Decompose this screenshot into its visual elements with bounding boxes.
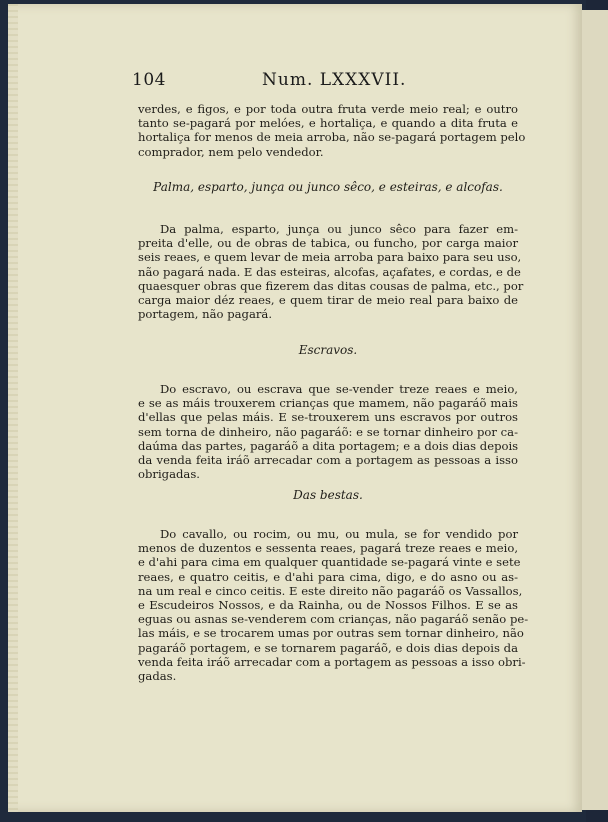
text-line: tanto se-pagará por melóes, e hortaliça, e quando a dita fruta e bbox=[138, 116, 518, 131]
text-line: menos de duzentos e sessenta reaes, pagará treze reaes e meio, bbox=[138, 541, 518, 556]
text-line: portagem, não pagará. bbox=[138, 307, 273, 322]
text-line: na um real e cinco ceitis. E este direito não pagaráõ os Vassallos, bbox=[138, 583, 523, 598]
text-line: seis reaes, e quem levar de meia arroba para baixo para seu uso, bbox=[138, 250, 522, 265]
paragraph-palma bbox=[138, 222, 524, 322]
book-page bbox=[8, 4, 582, 812]
text-line: Do cavallo, ou rocim, ou mu, ou mula, se for vendido por bbox=[160, 527, 518, 541]
text-line: da venda feita iráõ arrecadar com a portagem as pessoas a isso bbox=[138, 453, 518, 468]
text-line: reaes, e quatro ceitis, e d'ahi para cima, digo, e do asno ou as- bbox=[138, 569, 518, 584]
text-line: obrigadas. bbox=[138, 467, 200, 482]
text-line: carga maior déz reaes, e quem tirar de meio real para baixo de bbox=[138, 293, 518, 308]
text-line: eguas ou asnas se-venderem com crianças, não pagaráõ senão pe- bbox=[138, 612, 529, 627]
text-line: las máis, e se trocarem umas por outras sem tornar dinheiro, não bbox=[138, 626, 524, 641]
text-line: preita d'elle, ou de obras de tabica, ou funcho, por carga maior bbox=[138, 236, 518, 251]
paragraph-bestas bbox=[138, 527, 529, 684]
page-header bbox=[132, 70, 512, 94]
text-line: Do escravo, ou escrava que se-vender treze reaes e meio, bbox=[160, 382, 518, 396]
text-line: e se as máis trouxerem crianças que mamem, não pagaráõ mais bbox=[138, 396, 518, 411]
text-line: daúma das partes, pagaráõ a dita portagem; e a dois dias depois bbox=[138, 438, 519, 453]
text-line: Da palma, esparto, junça ou junco sêco para fazer em- bbox=[160, 222, 518, 236]
text-line: hortaliça for menos de meia arroba, não se-pagará portagem pelo bbox=[138, 130, 526, 145]
facing-page-edge bbox=[578, 10, 608, 810]
paragraph-fruta bbox=[138, 102, 526, 159]
section-heading-bestas: Das bestas. bbox=[293, 488, 363, 502]
text-line: gadas. bbox=[138, 669, 177, 684]
text-line: e d'ahi para cima em qualquer quantidade se-pagará vinte e sete bbox=[138, 555, 521, 570]
section-heading-palma: Palma, esparto, junça ou junco sêco, e esteiras, e alcofas. bbox=[153, 180, 503, 194]
running-title: Num. LXXXVII. bbox=[262, 70, 407, 90]
text-line: e Escudeiros Nossos, e da Rainha, ou de Nossos Filhos. E se as bbox=[138, 598, 518, 613]
page-gutter bbox=[8, 4, 18, 812]
text-line: não pagará nada. E das esteiras, alcofas, açafates, e cordas, e de bbox=[138, 264, 521, 279]
page-number: 104 bbox=[132, 70, 166, 90]
text-line: venda feita iráõ arrecadar com a portagem as pessoas a isso obri- bbox=[138, 654, 526, 669]
text-line: verdes, e figos, e por toda outra fruta verde meio real; e outro bbox=[138, 102, 518, 116]
text-line: quaesquer obras que fizerem das ditas cousas de palma, etc., por bbox=[138, 278, 524, 293]
text-line: d'ellas que pelas máis. E se-trouxerem uns escravos por outros bbox=[138, 410, 518, 425]
text-line: pagaráõ portagem, e se tornarem pagaráõ, e dois dias depois da bbox=[138, 640, 518, 655]
paragraph-escravos bbox=[138, 382, 518, 481]
text-line: sem torna de dinheiro, não pagaráõ: e se tornar dinheiro por ca- bbox=[138, 424, 518, 439]
text-line: comprador, nem pelo vendedor. bbox=[138, 144, 324, 159]
section-heading-escravos: Escravos. bbox=[298, 343, 358, 357]
